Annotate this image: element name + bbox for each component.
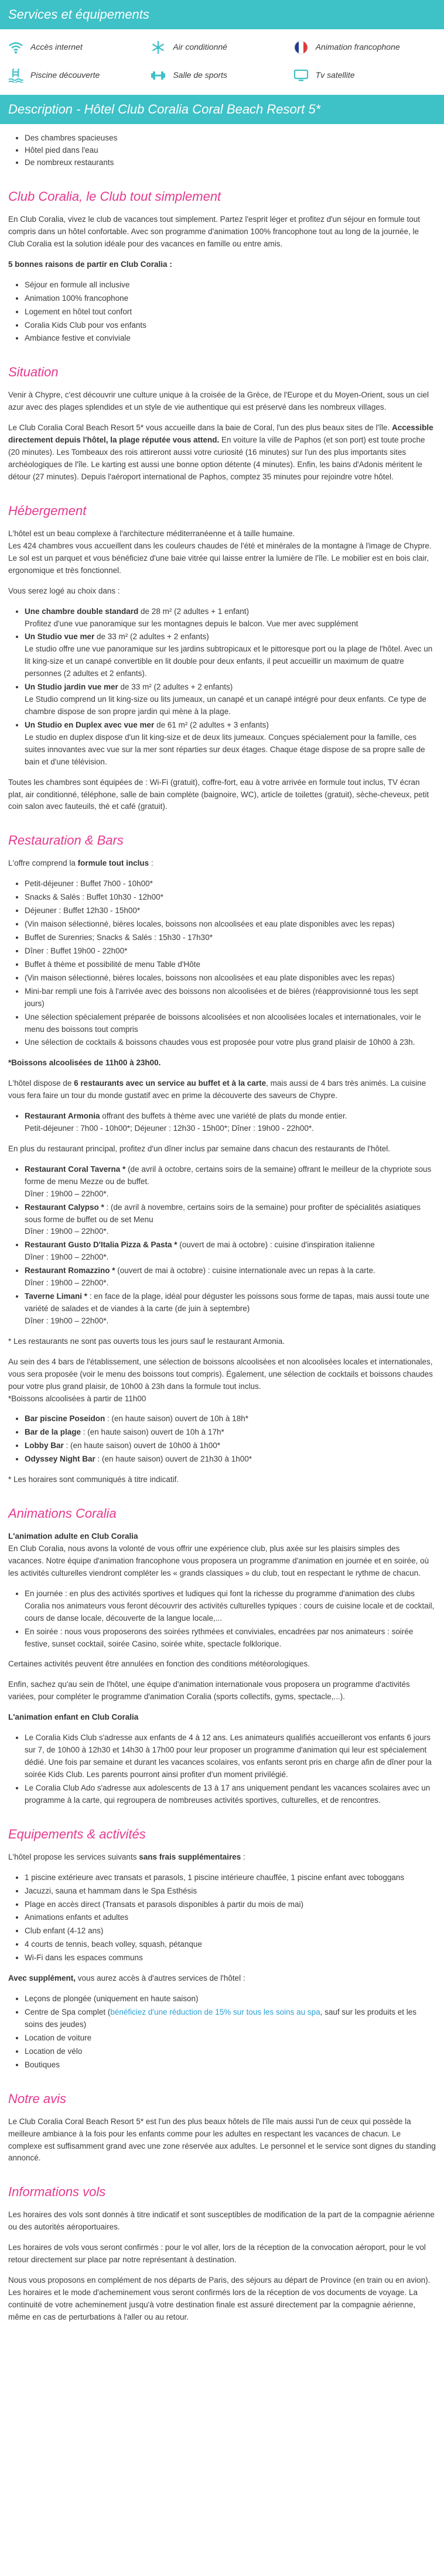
highlights-list <box>25 132 436 169</box>
activities-heading: Equipements & activités <box>8 1826 146 1841</box>
list-item: • Buffet à thème et possibilité de menu Table d'Hôte <box>25 959 436 971</box>
room-item: • Un Studio jardin vue mer de 33 m² (2 adultes + 2 enfants) Le Studio comprend un lit king-size ou lits jumeaux, un canapé et un canapé intégré pour deux enfants. Ce type de chambre dispose de son propre jardin qui mène à la plage. <box>25 681 436 718</box>
restaurants-paragraph: L'hôtel dispose de 6 restaurants avec un service au buffet et à la carte, mais aussi de 4 bars très animés. La cuisine vous fera faire un tour du monde gustatif avec en prime la découverte des saveurs de Chypre. <box>8 1079 426 1100</box>
flight-info-paragraph: Les horaires des vols sont donnés à titre indicatif et sont susceptibles de modification de la part de la compagnie aérienne ou des autorités aéroportuaires. <box>8 2210 435 2232</box>
restaurant-item: • Restaurant Calypso * : (de avril à novembre, certains soirs de la semaine) pour profiter de spécialités asiatiques sous forme de buffet ou de set Menu Dîner : 19h00 – 22h00*. <box>25 1202 436 1239</box>
pool-icon <box>8 68 23 83</box>
restaurants-footnote: * Les restaurants ne sont pas ouverts tous les jours sauf le restaurant Armonia. <box>8 1336 285 1346</box>
alcohol-note: *Boissons alcoolisées de 11h00 à 23h00. <box>8 1058 161 1068</box>
room-equipment-paragraph: Toutes les chambres sont équipées de : Wi-Fi (gratuit), coffre-fort, eau à votre arrivée en formule tout inclus, TV écran plat, air conditionné, téléphone, salle de bain complète (baignoire, WC), article de toilettes (gratuit), sèche-cheveux, petit coin salon avec fauteuils, thé et café (gratuit). <box>8 777 429 811</box>
tv-icon <box>293 68 309 83</box>
accommodation-paragraph: L'hôtel est un beau complexe à l'architecture méditerranéenne et à taille humaine. Les 424 chambres vous accueillent dans les couleurs chaudes de l'été et minérales de la montagne à l'image de Chypre. Le sol est un parquet et vous bénéficiez d'une baie vitrée qui laisse entrer la lumière de l'île. Le mobilier est en bois clair, ergonomique et très fonctionnel. <box>8 529 432 575</box>
equipment-label: Piscine découverte <box>30 70 100 80</box>
list-item: • Séjour en formule all inclusive <box>25 279 436 291</box>
snowflake-icon <box>151 40 166 55</box>
meal-list <box>25 878 436 1049</box>
list-item: • Déjeuner : Buffet 12h30 - 15h00* <box>25 905 436 917</box>
list-item: • Ambiance festive et conviviale <box>25 332 436 345</box>
a-la-carte-list <box>25 1164 436 1328</box>
equipment-label: Tv satellite <box>315 70 355 80</box>
restaurant-item: • Taverne Limani * : en face de la plage, idéal pour déguster les poissons sous forme de tapas, mais aussi toute une variété de salades et de viandes à la carte (de juin à septembre) Dîner : 19h00 – 22h00*. <box>25 1291 436 1328</box>
list-item: • Centre de Spa complet (bénéficiez d'une réduction de 15% sur tous les soins au spa, sauf sur les produits et les soins des jeudes) <box>25 2006 436 2031</box>
list-item: • (Vin maison sélectionné, bières locales, boissons non alcoolisées et eau plate disponibles avec les repas) <box>25 972 436 985</box>
room-list <box>25 606 436 769</box>
situation-paragraph: Venir à Chypre, c'est découvrir une culture unique à la croisée de la Grèce, de l'Europe et du Moyen-Orient, sous un ciel azur avec des plages splendides et un style de vie authentique qui est préservé dans les nombreux villages. <box>8 390 429 412</box>
list-item: • Une sélection de cocktails & boissons chaudes vous est proposée pour votre plus grand plaisir de 10h00 à 23h. <box>25 1037 436 1049</box>
bars-paragraph: Au sein des 4 bars de l'établissement, une sélection de boissons alcoolisées et non alcoolisées locales et internationales, vous sera proposée (voir le menu des boissons tout compris). Également, une sélection de cocktails et boissons chaudes pour votre plus grand plaisir, de 10h00 à 23h dans la formule tout inclus. *Boissons alcoolisées à partir de 11h00 <box>8 1357 433 1403</box>
animation-heading: Animations Coralia <box>8 1506 117 1521</box>
list-item: • Coralia Kids Club pour vos enfants <box>25 320 436 332</box>
dinner-paragraph: En plus du restaurant principal, profitez d'un dîner inclus par semaine dans chacun des restaurants de l'hôtel. <box>8 1144 391 1153</box>
equipment-section-title: Services et équipements <box>0 0 444 29</box>
dumbbell-icon <box>151 68 166 83</box>
weather-note: Certaines activités peuvent être annulées en fonction des conditions météorologiques. <box>8 1659 310 1669</box>
room-item: • Une chambre double standard de 28 m² (2 adultes + 1 enfant) Profitez d'une vue panoramique sur les montagnes depuis le balcon. Vue mer avec supplément <box>25 606 436 630</box>
bar-list <box>25 1413 436 1466</box>
bar-item: • Bar de la plage : (en haute saison) ouvert de 10h à 17h* <box>25 1426 436 1439</box>
situation-paragraph-2: Le Club Coralia Coral Beach Resort 5* vous accueille dans la baie de Coral, l'un des plus beaux sites de l'île. Accessible directement depuis l'hôtel, la plage réputée vous attend. En voiture la ville de Paphos (et son port) est toute proche (20 minutes). Les Tombeaux des rois attireront aussi votre curiosité (16 minutes) sur l'un des plus importants sites archéologiques de l'île. Le karting est aussi une bonne option détente (4 minutes). Enfin, les bains d'Adonis méritent le détour (27 minutes). Depuis l'aéroport international de Paphos, comptez 35 minutes pour rejoindre votre hôtel. <box>8 423 433 481</box>
room-item: • Un Studio vue mer de 33 m² (2 adultes + 2 enfants) Le studio offre une vue panoramique sur les jardins subtropicaux et le pittoresque port ou la plage de l'hôtel. Avec un lit king-size et un canapé convertible en lit double pour deux enfants, il peut accueillir un maximum de quatre personnes (2 adultes et 2 enfants). <box>25 631 436 680</box>
animation-list <box>25 1588 436 1651</box>
list-item: • Snacks & Salés : Buffet 10h30 - 12h00* <box>25 891 436 904</box>
spa-discount-highlight: bénéficiez d'une réduction de 15% sur tous les soins au spa <box>110 2008 320 2016</box>
free-services-list <box>25 1872 436 1964</box>
equipment-label: Air conditionné <box>173 42 227 52</box>
list-item: • Le Coralia Kids Club s'adresse aux enfants de 4 à 12 ans. Les animateurs qualifiés accueilleront vos enfants 6 jours sur 7, de 10h00 à 12h30 et 14h30 à 17h00 pour leur proposer un programme d'animation qui leur est spécialement dédié. Une fois par semaine et durant les vacances scolaires, vos enfants seront pris en charge afin de dîner pour la soirée Kids Club. Les parents pourront ainsi profiter d'un moment privilégié. <box>25 1732 436 1781</box>
restaurant-item: • Restaurant Gusto D'Italia Pizza & Pasta * (ouvert de mai à octobre) : cuisine d'inspiration italienne Dîner : 19h00 – 22h00*. <box>25 1239 436 1264</box>
list-item: • 4 courts de tennis, beach volley, squash, pétanque <box>25 1939 436 1951</box>
situation-heading: Situation <box>8 365 59 380</box>
list-item: • En soirée : nous vous proposerons des soirées rythmées et conviviales, encadrées par nos animateurs : soirée festive, sunset cocktail, soirée Casino, soirée white, spectacle folklorique. <box>25 1626 436 1651</box>
list-item: • Club enfant (4-12 ans) <box>25 1925 436 1937</box>
description-section-title: Description - Hôtel Club Coralia Coral Beach Resort 5* <box>0 95 444 124</box>
wifi-icon <box>8 40 23 55</box>
list-item: • Boutiques <box>25 2059 436 2071</box>
equipment-label: Animation francophone <box>315 42 400 52</box>
list-item: • Plage en accès direct (Transats et parasols disponibles à partir du mois de mai) <box>25 1899 436 1911</box>
equipment-item-pool <box>8 68 151 83</box>
restaurant-item: • Restaurant Armonia offrant des buffets à thème avec une variété de plats du monde entier. Petit-déjeuner : 7h00 - 10h00*; Déjeuner : 12h30 - 15h00*; Dîner : 19h00 - 22h00*. <box>25 1110 436 1135</box>
bars-footnote: * Les horaires sont communiqués à titre indicatif. <box>8 1475 179 1484</box>
list-item: • 1 piscine extérieure avec transats et parasols, 1 piscine intérieure chauffée, 1 piscine enfant avec toboggans <box>25 1872 436 1884</box>
french-flag-icon <box>293 40 309 55</box>
kids-list <box>25 1732 436 1807</box>
bar-item: • Lobby Bar : (en haute saison) ouvert de 10h00 à 1h00* <box>25 1440 436 1452</box>
club-reasons-list <box>25 279 436 345</box>
free-services-intro: L'hôtel propose les services suivants sans frais supplémentaires : <box>8 1852 245 1861</box>
bar-item: • Bar piscine Poseidon : (en haute saison) ouvert de 10h à 18h* <box>25 1413 436 1425</box>
flight-info-heading: Informations vols <box>8 2184 106 2200</box>
equipment-item-animation <box>293 40 436 55</box>
offer-paragraph: L'offre comprend la formule tout inclus : <box>8 859 153 868</box>
club-heading: Club Coralia, le Club tout simplement <box>8 188 221 204</box>
bar-item: • Odyssey Night Bar : (en haute saison) ouvert de 21h30 à 1h00* <box>25 1453 436 1466</box>
equipment-label: Accès internet <box>30 42 83 52</box>
international-team-paragraph: Enfin, sachez qu'au sein de l'hôtel, une équipe d'animation internationale vous proposera un programme d'activités variées, pour compléter le programme d'animation Coralia (sports collectifs, gyms, spectacle,...). <box>8 1680 410 1702</box>
restaurant-item: • Restaurant Coral Taverna * (de avril à octobre, certains soirs de la semaine) offrant le meilleur de la chypriote sous forme de menu Mezze ou de buffet. Dîner : 19h00 – 22h00*. <box>25 1164 436 1200</box>
list-item: • Leçons de plongée (uniquement en haute saison) <box>25 1993 436 2005</box>
list-item: • Des chambres spacieuses <box>25 132 436 145</box>
list-item: • Le Coralia Club Ado s'adresse aux adolescents de 13 à 17 ans uniquement pendant les vacances scolaires avec un programme à la carte, qui regroupera de nombreuses activités sportives, culturelles, et de rencontres. <box>25 1782 436 1807</box>
paid-services-list <box>25 1993 436 2071</box>
list-item: • (Vin maison sélectionné, bières locales, boissons non alcoolisées et eau plate disponibles avec les repas) <box>25 918 436 931</box>
list-item: • Une sélection spécialement préparée de boissons alcoolisées et non alcoolisées locales et internationales, voir le menu des boissons tout compris <box>25 1011 436 1036</box>
kids-animation-heading: L'animation enfant en Club Coralia <box>8 1713 139 1722</box>
accommodation-choice: Vous serez logé au choix dans : <box>8 586 120 595</box>
accommodation-heading: Hébergement <box>8 503 87 518</box>
equipment-item-internet <box>8 40 151 55</box>
description-content <box>0 132 444 2324</box>
adult-animation: L'animation adulte en Club Coralia En Club Coralia, nous avons la volonté de vous offrir une expérience club, plus axée sur les plaisirs simples des vacances. Notre équipe d'animation francophone vous proposera un programme d'animation en journée et en soirée, où les activités culturelles viendront compléter les « grands classiques » du club, tout en respectant le rythme de chacun. <box>8 1532 429 1577</box>
restaurant-item: • Restaurant Romazzino * (ouvert de mai à octobre) : cuisine internationale avec un repas à la carte. Dîner : 19h00 – 22h00*. <box>25 1265 436 1289</box>
opinion-heading: Notre avis <box>8 2091 67 2106</box>
flight-info-paragraph-3: Nous vous proposons en complément de nos départs de Paris, des séjours au départ de Province (en train ou en avion). Les horaires et le mode d'acheminement vous seront confirmés lors de la réception de vos documents de voyage. La continuité de votre acheminement jusqu'à votre destination finale est assuré directement par la compagnie aérienne, même en cas de perturbations à l'aller ou au retour. <box>8 2276 431 2321</box>
restaurants-heading: Restauration & Bars <box>8 833 124 848</box>
equipment-label: Salle de sports <box>173 70 227 80</box>
list-item: • Hôtel pied dans l'eau <box>25 145 436 157</box>
list-item: • Petit-déjeuner : Buffet 7h00 - 10h00* <box>25 878 436 890</box>
list-item: • Logement en hôtel tout confort <box>25 306 436 318</box>
flight-info-paragraph-2: Les horaires de vols vous seront confirmés : pour le vol aller, lors de la réception de la convocation aéroport, pour le vol retour directement sur place par notre représentant à destination. <box>8 2243 426 2265</box>
opinion-paragraph: Le Club Coralia Coral Beach Resort 5* est l'un des plus beaux hôtels de l'île mais aussi l'un de ceux qui possède la meilleure ambiance à la fois pour les enfants comme pour les adultes en respectant les vacances de chacun. Le complexe est suffisamment grand avec une zone réservée aux adultes. Le personnel et le service sont dignes du standing annoncé. <box>8 2117 436 2163</box>
list-item: • En journée : en plus des activités sportives et ludiques qui font la richesse du programme d'animation des clubs Coralia nos animateurs vous feront découvrir des activités culturelles typiques : cours de cuisine locale et de cocktail, cours de danse locale, découverte de la langue locale,... <box>25 1588 436 1625</box>
list-item: • Wi-Fi dans les espaces communs <box>25 1952 436 1964</box>
club-paragraph: En Club Coralia, vivez le club de vacances tout simplement. Partez l'esprit léger et profitez d'un séjour en formule tout compris dans un hôtel confortable. Avec son programme d'animation 100% francophone tout au long de la journée, le Club Coralia est la solution idéale pour des vacances en famille ou entre amis. <box>8 215 421 248</box>
list-item: • Animation 100% francophone <box>25 293 436 305</box>
list-item: • De nombreux restaurants <box>25 157 436 169</box>
equipment-item-gym <box>151 68 293 83</box>
equipment-item-tv <box>293 68 436 83</box>
equipment-item-aircon <box>151 40 293 55</box>
list-item: • Mini-bar rempli une fois à l'arrivée avec des boissons non alcoolisées et de bières (réapprovisionné tous les sept jours) <box>25 986 436 1010</box>
list-item: • Dîner : Buffet 19h00 - 22h00* <box>25 945 436 958</box>
list-item: • Jacuzzi, sauna et hammam dans le Spa Esthésis <box>25 1885 436 1898</box>
club-reasons-heading: 5 bonnes raisons de partir en Club Coralia : <box>8 259 172 269</box>
main-restaurant-list <box>25 1110 436 1135</box>
paid-services-intro: Avec supplément, vous aurez accès à d'autres services de l'hôtel : <box>8 1974 245 1983</box>
list-item: • Buffet de Surenries; Snacks & Salés : 15h30 - 17h30* <box>25 932 436 944</box>
list-item: • Location de voiture <box>25 2032 436 2045</box>
list-item: • Location de vélo <box>25 2046 436 2058</box>
room-item: • Un Studio en Duplex avec vue mer de 61 m² (2 adultes + 3 enfants) Le studio en duplex dispose d'un lit king-size et de deux lits jumeaux. Conçues spécialement pour la famille, ces suites innovantes avec vue sur la mer sont réparties sur deux étages. Chaque étage dispose de sa propre salle de bain et d'une télévision. <box>25 719 436 769</box>
equipment-grid <box>0 37 444 95</box>
list-item: • Animations enfants et adultes <box>25 1912 436 1924</box>
